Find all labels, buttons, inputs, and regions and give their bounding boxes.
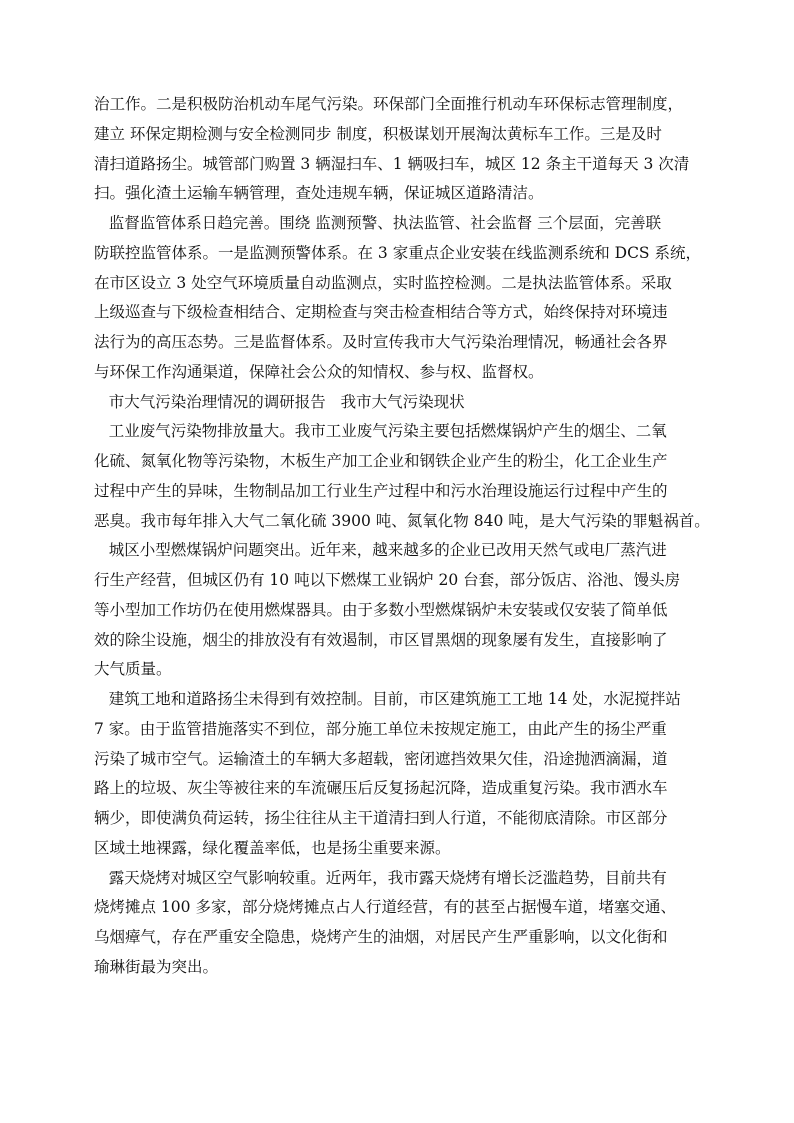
text-line: 城区小型燃煤锅炉问题突出。近年来，越来越多的企业已改用天然气或电厂蒸汽进 (94, 541, 667, 560)
text-line: 工业废气污染物排放量大。我市工业废气污染主要包括燃煤锅炉产生的烟尘、二氧 (94, 422, 667, 441)
text-line: 区域土地裸露，绿化覆盖率低，也是扬尘重要来源。 (94, 838, 451, 857)
text-line: 建立 环保定期检测与安全检测同步 制度，积极谋划开展淘汰黄标车工作。三是及时 (94, 124, 662, 143)
text-line: 恶臭。我市每年排入大气二氧化硫 3900 吨、氮氧化物 840 吨，是大气污染的罪魁祸首。 (94, 511, 710, 530)
text-line: 烧烤摊点 100 多家，部分烧烤摊点占人行道经营，有的甚至占据慢车道，堵塞交通、 (94, 898, 676, 917)
text-line: 治工作。二是积极防治机动车尾气污染。环保部门全面推行机动车环保标志管理制度， (94, 95, 684, 113)
text-line: 辆少，即使满负荷运转，扬尘往往从主干道清扫到人行道，不能彻底清除。市区部分 (94, 809, 668, 827)
text-line: 市大气污染治理情况的调研报告 我市大气污染现状 (94, 392, 465, 411)
text-line: 大气质量。 (94, 660, 172, 679)
text-line: 与环保工作沟通渠道，保障社会公众的知情权、参与权、监督权。 (94, 362, 544, 381)
text-line: 污染了城市空气。运输渣土的车辆大多超载，密闭遮挡效果欠佳，沿途抛洒滴漏，道 (94, 749, 668, 768)
text-line: 等小型加工作坊仍在使用燃煤器具。由于多数小型燃煤锅炉未安装或仅安装了简单低 (94, 600, 668, 619)
text-line: 乌烟瘴气，存在严重安全隐患，烧烤产生的油烟，对居民产生严重影响，以文化街和 (94, 928, 668, 946)
text-line: 露天烧烤对城区空气影响较重。近两年，我市露天烧烤有增长泛滥趋势，目前共有 (94, 868, 667, 887)
text-line: 效的除尘设施，烟尘的排放没有有效遏制，市区冒黑烟的现象屡有发生，直接影响了 (94, 630, 668, 649)
text-line: 监督监管体系日趋完善。围绕 监测预警、执法监管、社会监督 三个层面，完善联 (94, 214, 662, 232)
body-text (94, 90, 719, 983)
text-line: 过程中产生的异味，生物制品加工行业生产过程中和污水治理设施运行过程中产生的 (94, 481, 668, 500)
text-line: 清扫道路扬尘。城管部门购置 3 辆湿扫车、1 辆吸扫车，城区 12 条主干道每天 3 次清 (94, 154, 690, 173)
text-line: 建筑工地和道路扬尘未得到有效控制。目前，市区建筑施工工地 14 处，水泥搅拌站 (94, 690, 681, 708)
text-line: 化硫、氮氧化物等污染物，木板生产加工企业和钢铁企业产生的粉尘，化工企业生产 (94, 452, 668, 470)
text-line: 上级巡查与下级检查相结合、定期检查与突击检查相结合等方式，始终保持对环境违 (94, 303, 668, 322)
text-line: 7 家。由于监管措施落实不到位，部分施工单位未按规定施工，由此产生的扬尘严重 (94, 719, 667, 738)
text-line: 行生产经营，但城区仍有 10 吨以下燃煤工业锅炉 20 台套，部分饭店、浴池、馒头房 (94, 571, 681, 589)
text-line: 瑜琳街最为突出。 (94, 957, 219, 976)
text-line: 防联控监管体系。一是监测预警体系。在 3 家重点企业安装在线监测系统和 DCS 系统， (94, 243, 701, 262)
text-line: 在市区设立 3 处空气环境质量自动监测点，实时监控检测。二是执法监管体系。采取 (94, 273, 672, 292)
text-line: 扫。强化渣土运输车辆管理，查处违规车辆，保证城区道路清洁。 (94, 184, 544, 203)
text-line: 法行为的高压态势。三是监督体系。及时宣传我市大气污染治理情况，畅通社会各界 (94, 333, 668, 351)
text-line: 路上的垃圾、灰尘等被往来的车流碾压后反复扬起沉降，造成重复污染。我市洒水车 (94, 779, 668, 798)
